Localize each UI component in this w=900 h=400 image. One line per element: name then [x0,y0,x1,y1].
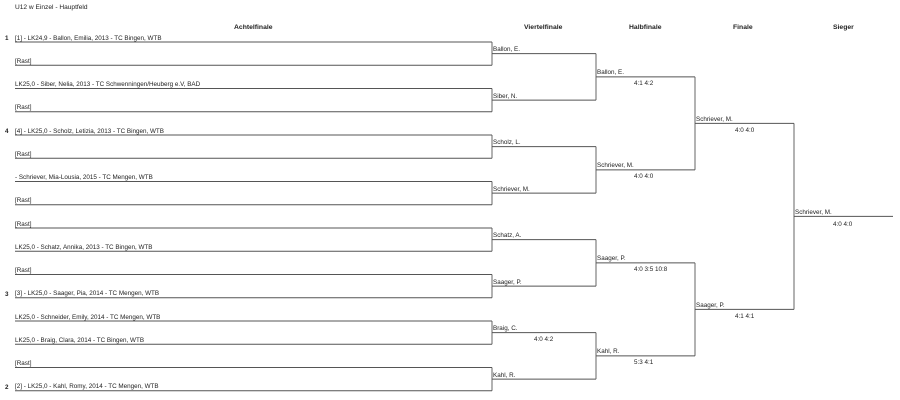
seed-number: 2 [5,384,9,391]
quarterfinal-entry[interactable]: Ballon, E. [493,46,520,54]
header-semifinal: Halbfinale [629,24,662,31]
r16-entry[interactable]: LK25,0 - Siber, Nelia, 2013 - TC Schwenningen/Heuberg e.V, BAD [15,81,201,88]
quarterfinal-score: 4:0 4:2 [534,336,554,344]
quarterfinal-entry[interactable]: Schatz, A. [493,232,522,240]
r16-entry[interactable]: [Rast] [15,267,32,274]
final-entry[interactable]: Saager, P. [696,301,725,309]
quarterfinal-entry[interactable]: Schriever, M. [493,185,530,193]
semifinal-score: 5:3 4:1 [634,359,654,367]
r16-entry[interactable]: [Rast] [15,104,32,112]
winner-name[interactable]: Schriever, M. [795,209,832,216]
header-round-of-16: Achtelfinale [234,24,273,31]
winner-score: 4:0 4:0 [833,221,853,228]
header-final: Finale [733,24,753,31]
final-score: 4:1 4:1 [735,312,755,320]
final-score: 4:0 4:0 [735,126,755,134]
semifinal-entry[interactable]: Schriever, M. [597,162,634,170]
page-title: U12 w Einzel - Hauptfeld [15,4,88,11]
quarterfinal-entry[interactable]: Kahl, R. [493,371,516,379]
semifinal-score: 4:0 4:0 [634,173,654,181]
semifinal-entry[interactable]: Kahl, R. [597,348,620,356]
semifinal-score: 4:0 3:5 10:8 [634,266,668,274]
r16-entry[interactable]: LK25,0 - Schneider, Emily, 2014 - TC Mengen, WTB [15,313,161,321]
r16-entry[interactable]: LK25,0 - Braig, Clara, 2014 - TC Bingen, WTB [15,336,145,344]
r16-entry[interactable]: [Rast] [15,360,32,367]
r16-entry[interactable]: - Schriever, Mia-Lousia, 2015 - TC Mengen, WTB [15,174,153,181]
header-quarterfinal: Viertelfinale [524,24,563,31]
final-entry[interactable]: Schriever, M. [696,115,733,123]
r16-entry[interactable]: [Rast] [15,150,32,158]
r16-entry[interactable]: [Rast] [15,220,32,228]
quarterfinal-entry[interactable]: Scholz, L. [493,139,521,147]
semifinal-score: 4:1 4:2 [634,80,654,88]
seed-number: 4 [5,128,9,135]
header-winner: Sieger [833,24,854,31]
r16-entry[interactable]: [3] - LK25,0 - Saager, Pia, 2014 - TC Mengen, WTB [15,290,160,298]
quarterfinal-entry[interactable]: Siber, N. [493,92,518,100]
r16-entry[interactable]: LK25,0 - Schatz, Annika, 2013 - TC Bingen, WTB [15,243,153,251]
seed-number: 3 [5,291,9,298]
r16-entry[interactable]: [Rast] [15,57,32,65]
r16-entry[interactable]: [1] - LK24,9 - Ballon, Emilia, 2013 - TC Bingen, WTB [15,34,162,42]
semifinal-entry[interactable]: Saager, P. [597,255,626,263]
semifinal-entry[interactable]: Ballon, E. [597,69,624,77]
r16-entry[interactable]: [Rast] [15,197,32,205]
quarterfinal-entry[interactable]: Saager, P. [493,278,522,286]
seed-number: 1 [5,35,9,42]
quarterfinal-entry[interactable]: Braig, C. [493,325,518,333]
r16-entry[interactable]: [2] - LK25,0 - Kahl, Romy, 2014 - TC Mengen, WTB [15,383,159,391]
r16-entry[interactable]: [4] - LK25,0 - Scholz, Letizia, 2013 - TC Bingen, WTB [15,127,164,135]
